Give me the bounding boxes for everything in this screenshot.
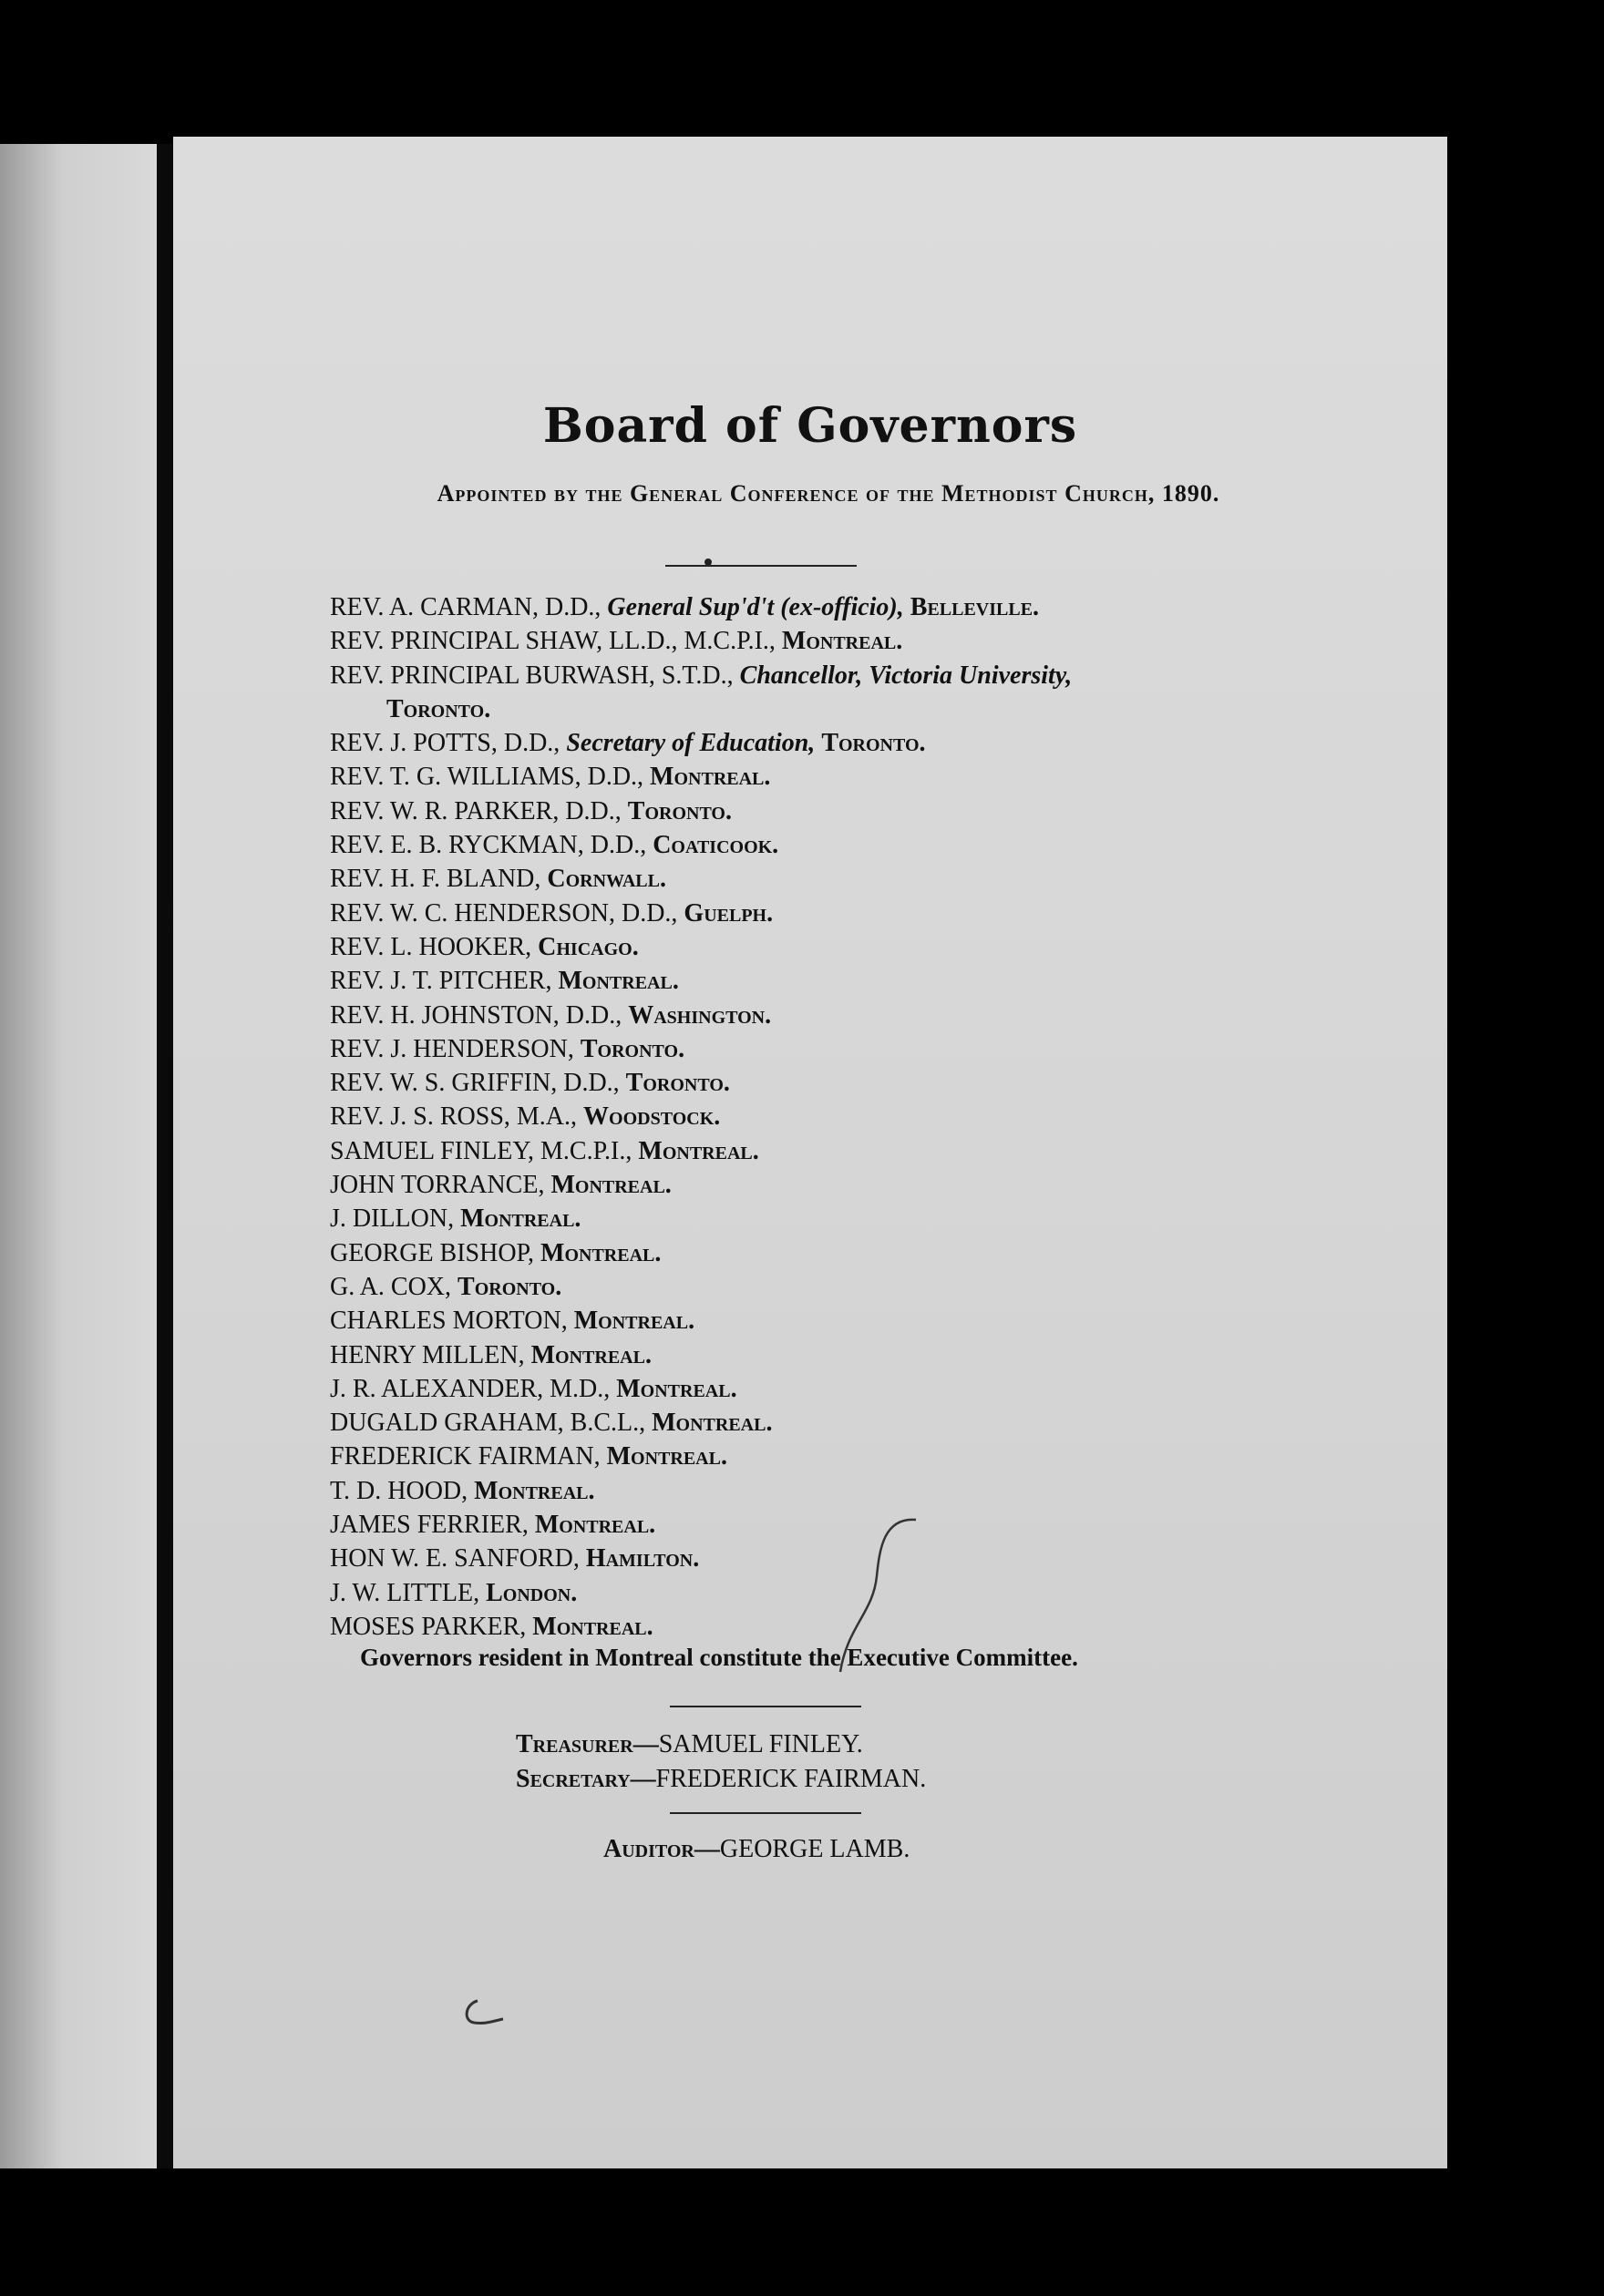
governor-name: REV. PRINCIPAL SHAW, LL.D., M.C.P.I., <box>330 627 776 656</box>
governor-name: REV. E. B. RYCKMAN, D.D., <box>330 831 647 860</box>
governor-entry <box>330 1474 1405 1508</box>
governor-place: London. <box>486 1578 578 1607</box>
governor-name: FREDERICK FAIRMAN, <box>330 1442 601 1471</box>
governor-place: Toronto. <box>386 694 491 723</box>
governor-entry <box>330 999 1405 1032</box>
governor-place: Montreal. <box>532 1612 653 1641</box>
governor-entry <box>330 1236 1405 1270</box>
governor-role: Secretary of Education, <box>566 729 816 758</box>
governor-name: REV. J. T. PITCHER, <box>330 967 552 996</box>
officer-line <box>516 1727 1245 1762</box>
governor-entry <box>330 964 1405 998</box>
officer-line <box>516 1762 1245 1797</box>
governor-name: REV. H. F. BLAND, <box>330 865 541 894</box>
governor-entry <box>330 1066 1405 1100</box>
governor-place: Toronto. <box>821 729 926 758</box>
governor-entry <box>330 1338 1405 1372</box>
governor-entry <box>330 624 1405 658</box>
governor-name: JAMES FERRIER, <box>330 1511 529 1540</box>
governor-entry <box>330 1304 1405 1338</box>
governor-place: Hamilton. <box>585 1544 700 1573</box>
governor-entry <box>330 930 1405 964</box>
governor-name: GEORGE BISHOP, <box>330 1238 535 1267</box>
governor-name: REV. W. R. PARKER, D.D., <box>330 796 622 825</box>
governor-place: Montreal. <box>573 1307 695 1336</box>
governor-place: Toronto. <box>458 1272 562 1301</box>
governor-entry <box>330 659 1405 692</box>
page-subtitle: Appointed by the General Conference of the Methodist Church, 1890. <box>437 480 1220 507</box>
governor-name: REV. J. HENDERSON, <box>330 1034 574 1063</box>
governor-entry <box>330 1100 1405 1133</box>
page-title: Board of Governors <box>542 398 1078 454</box>
officer-name: SAMUEL FINLEY. <box>658 1730 863 1758</box>
governor-entry <box>330 897 1405 930</box>
governor-place: Montreal. <box>781 627 903 656</box>
governor-place: Woodstock. <box>583 1102 721 1132</box>
governor-entry <box>330 1168 1405 1202</box>
governor-place: Montreal. <box>530 1340 652 1369</box>
divider-rule <box>670 1812 861 1814</box>
governor-place: Montreal. <box>650 763 771 792</box>
governor-name: REV. T. G. WILLIAMS, D.D., <box>330 763 644 792</box>
pencil-stroke-mark <box>458 1995 512 2032</box>
governor-place: Washington. <box>628 1000 772 1030</box>
officers-block <box>516 1727 1245 1797</box>
governor-name: HENRY MILLEN, <box>330 1340 525 1369</box>
governor-entry <box>330 590 1405 624</box>
governor-name: REV. A. CARMAN, D.D., <box>330 593 602 621</box>
facing-page-edge <box>0 144 157 2168</box>
governor-name: REV. PRINCIPAL BURWASH, S.T.D., <box>330 661 734 690</box>
governor-place: Toronto. <box>627 796 732 825</box>
auditor-name: GEORGE LAMB. <box>719 1835 910 1863</box>
governor-place: Toronto. <box>625 1069 730 1098</box>
divider-ornament <box>704 559 712 566</box>
governor-place: Belleville. <box>910 593 1040 621</box>
governor-name: MOSES PARKER, <box>330 1612 527 1641</box>
governor-place: Montreal. <box>550 1171 672 1200</box>
governor-place: Montreal. <box>606 1442 727 1471</box>
governor-entry <box>330 1202 1405 1235</box>
governor-place: Montreal. <box>558 967 679 996</box>
governor-place: Montreal. <box>540 1238 662 1267</box>
governor-name: REV. W. C. HENDERSON, D.D., <box>330 898 678 928</box>
governor-entry <box>330 1372 1405 1406</box>
governor-place: Cornwall. <box>547 865 666 894</box>
governors-list <box>330 590 1405 1644</box>
governor-name: REV. J. POTTS, D.D., <box>330 729 560 758</box>
officer-role: Secretary— <box>516 1765 656 1793</box>
governor-place: Montreal. <box>638 1136 759 1165</box>
governor-name: T. D. HOOD, <box>330 1476 468 1505</box>
auditor-line <box>603 1835 1150 1864</box>
governor-name: CHARLES MORTON, <box>330 1307 568 1336</box>
governor-name: SAMUEL FINLEY, M.C.P.I., <box>330 1136 632 1165</box>
governor-entry <box>330 1270 1405 1304</box>
governor-name: DUGALD GRAHAM, B.C.L., <box>330 1409 646 1438</box>
governor-place: Chicago. <box>538 932 639 961</box>
governor-place: Toronto. <box>580 1034 685 1063</box>
governor-place: Montreal. <box>474 1476 595 1505</box>
governor-name: J. DILLON, <box>330 1204 455 1234</box>
governor-place: Montreal. <box>652 1409 773 1438</box>
governor-name: REV. W. S. GRIFFIN, D.D., <box>330 1069 620 1098</box>
auditor-role: Auditor— <box>603 1835 720 1863</box>
governor-role: General Sup'd't (ex-officio), <box>607 593 904 621</box>
governor-name: REV. J. S. ROSS, M.A., <box>330 1102 578 1132</box>
governor-name: G. A. COX, <box>330 1272 452 1301</box>
governor-entry <box>330 1440 1405 1473</box>
governor-entry <box>330 726 1405 760</box>
governor-name: REV. H. JOHNSTON, D.D., <box>330 1000 622 1030</box>
governor-name: J. W. LITTLE, <box>330 1578 480 1607</box>
governor-entry <box>330 1406 1405 1440</box>
binding-gutter <box>157 144 173 2168</box>
officer-name: FREDERICK FAIRMAN. <box>655 1765 927 1793</box>
officer-role: Treasurer— <box>516 1730 659 1758</box>
pencil-stroke-mark <box>829 1512 930 1695</box>
governor-name: JOHN TORRANCE, <box>330 1171 545 1200</box>
executive-committee-note: Governors resident in Montreal constitute the Executive Committee. <box>360 1644 1078 1671</box>
governor-place: Coaticook. <box>653 831 779 860</box>
divider-rule <box>665 565 857 567</box>
governor-entry <box>330 828 1405 862</box>
governor-entry <box>330 760 1405 794</box>
governor-name: J. R. ALEXANDER, M.D., <box>330 1374 611 1403</box>
governor-place: Montreal. <box>460 1204 581 1234</box>
governor-name: HON W. E. SANFORD, <box>330 1544 580 1573</box>
governor-name: REV. L. HOOKER, <box>330 932 532 961</box>
governor-entry <box>330 794 1405 828</box>
governor-entry <box>330 1032 1405 1066</box>
governor-entry <box>330 862 1405 896</box>
divider-rule <box>670 1706 861 1707</box>
governor-entry <box>330 1134 1405 1168</box>
governor-entry <box>330 692 1405 726</box>
governor-place: Montreal. <box>534 1511 656 1540</box>
document-page <box>173 137 1447 2168</box>
governor-place: Montreal. <box>616 1374 737 1403</box>
governor-role: Chancellor, Victoria University, <box>739 661 1073 690</box>
governor-place: Guelph. <box>684 898 774 928</box>
